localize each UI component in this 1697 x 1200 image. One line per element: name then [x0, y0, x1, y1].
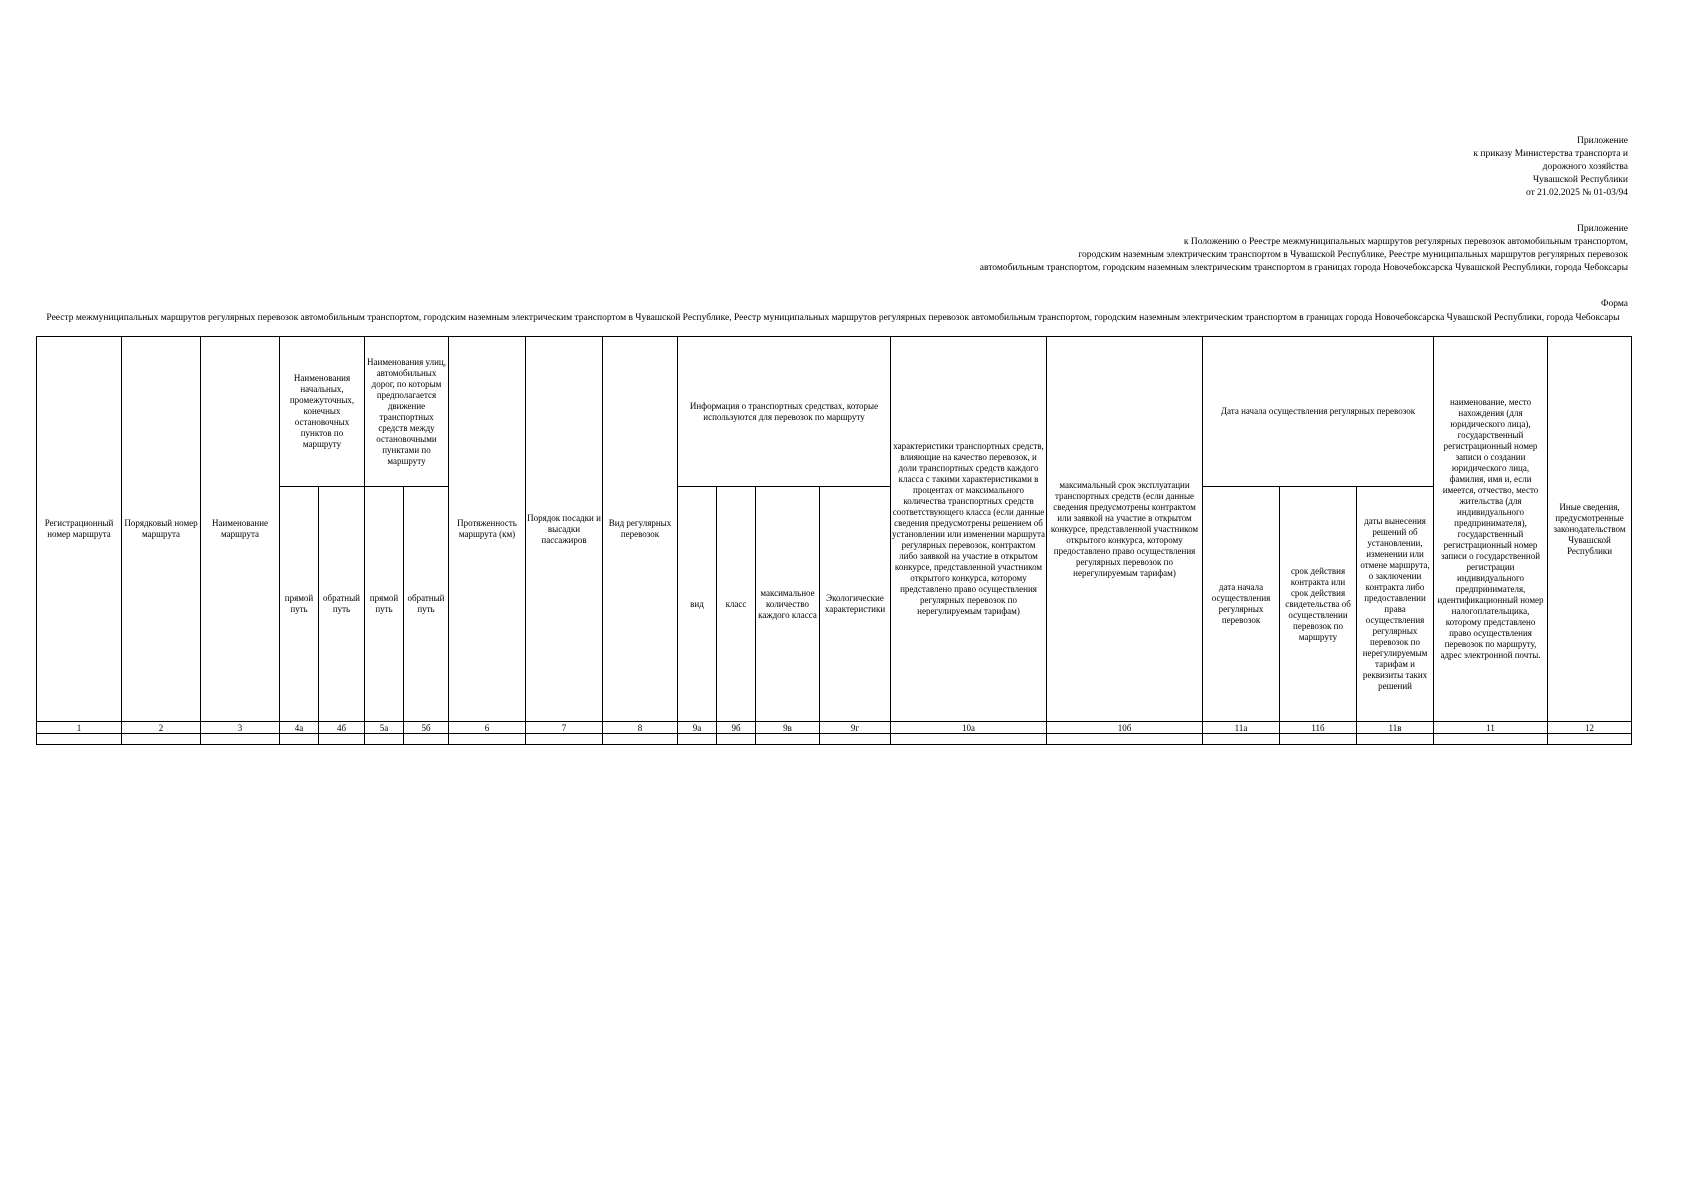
empty-cell — [1280, 734, 1357, 745]
header-stops-forward: прямой путь — [280, 487, 319, 722]
empty-cell — [404, 734, 449, 745]
header-start-date-group: Дата начала осуществления регулярных перевозок — [1203, 337, 1434, 487]
column-number: 11в — [1357, 722, 1434, 734]
column-number: 9в — [756, 722, 820, 734]
appendix-line: дорожного хозяйства — [1542, 162, 1628, 172]
empty-cell — [365, 734, 404, 745]
registry-table — [36, 336, 1632, 745]
empty-cell — [319, 734, 365, 745]
column-number: 12 — [1548, 722, 1632, 734]
appendix-title: Приложение — [1577, 224, 1628, 234]
header-vehicle-max: максимальное количество каждого класса — [756, 487, 820, 722]
appendix-line: к Положению о Реестре межмуниципальных маршрутов регулярных перевозок автомобильным транспортом, — [1183, 237, 1628, 247]
empty-cell — [1203, 734, 1280, 745]
header-carrier: наименование, место нахождения (для юридического лица), государственный регистрационный номер записи о создании юридического лица, фамилия, имя и, если имеется, отчество, место жительства (для индивидуального предпринимателя), государственный регистрационный номер записи о государственной регистрации индивидуального предпринимателя, идентификационный номер налогоплательщика, которому представлено право осуществления перевозок по маршруту, адрес электронной почты. — [1434, 337, 1548, 722]
appendix-line: автомобильным транспортом, городским наземным электрическим транспортом в границах города Новочебоксарска Чувашской Республики, города Чебоксары — [979, 263, 1628, 273]
column-number: 5а — [365, 722, 404, 734]
empty-data-row — [37, 734, 1632, 745]
header-vehicle-class: класс — [717, 487, 756, 722]
header-reg-number: Регистрационный номер маршрута — [37, 337, 122, 722]
header-start-date: дата начала осуществления регулярных перевозок — [1203, 487, 1280, 722]
document-header — [728, 135, 1628, 311]
empty-cell — [678, 734, 717, 745]
header-contract-term: срок действия контракта или срок действия свидетельства об осуществлении перевозок по маршруту — [1280, 487, 1357, 722]
column-number: 4а — [280, 722, 319, 734]
empty-cell — [201, 734, 280, 745]
column-number: 7 — [526, 722, 603, 734]
empty-cell — [1047, 734, 1203, 745]
appendix-date: от 21.02.2025 № 01-03/94 — [1525, 188, 1628, 198]
header-transport-type: Вид регулярных перевозок — [603, 337, 678, 722]
appendix-line: Чувашской Республики — [1532, 175, 1628, 185]
column-number: 3 — [201, 722, 280, 734]
appendix-title: Приложение — [1577, 136, 1628, 146]
header-length: Протяженность маршрута (км) — [449, 337, 526, 722]
empty-cell — [717, 734, 756, 745]
header-streets: Наименования улиц, автомобильных дорог, по которым предполагается движение транспортных средств между остановочными пунктами по маршруту — [365, 337, 449, 487]
header-vehicles-info: Информация о транспортных средствах, которые используются для перевозок по маршруту — [678, 337, 891, 487]
column-number: 4б — [319, 722, 365, 734]
column-number: 9г — [820, 722, 891, 734]
empty-cell — [603, 734, 678, 745]
column-number: 1 — [37, 722, 122, 734]
empty-cell — [1548, 734, 1632, 745]
form-label: Форма — [1600, 299, 1628, 309]
column-number: 9а — [678, 722, 717, 734]
appendix-line: к приказу Министерства транспорта и — [1473, 149, 1628, 159]
empty-cell — [449, 734, 526, 745]
empty-cell — [1434, 734, 1548, 745]
empty-cell — [1357, 734, 1434, 745]
header-boarding: Порядок посадки и высадки пассажиров — [526, 337, 603, 722]
column-number: 10а — [891, 722, 1047, 734]
header-seq-number: Порядковый номер маршрута — [122, 337, 201, 722]
header-stops: Наименования начальных, промежуточных, конечных остановочных пунктов по маршруту — [280, 337, 365, 487]
column-number-row — [37, 722, 1632, 734]
column-number: 8 — [603, 722, 678, 734]
empty-cell — [756, 734, 820, 745]
header-route-name: Наименование маршрута — [201, 337, 280, 722]
header-decision-dates: даты вынесения решений об установлении, изменении или отмене маршрута, о заключении контракта либо предоставлении права осуществления регулярных перевозок по нерегулируемым тарифам и реквизиты таких решений — [1357, 487, 1434, 722]
header-characteristics: характеристики транспортных средств, влияющие на качество перевозок, и доли транспортных средств каждого класса с такими характеристиками в процентах от максимального количества транспортных средств соответствующего класса (если данные сведения предусмотрены решением об установлении или изменении маршрута регулярных перевозок, контрактом либо заявкой на участие в открытом конкурсе, представленной участником открытого конкурса, которому представлено право осуществления регулярных перевозок по нерегулируемым тарифам) — [891, 337, 1047, 722]
column-number: 11 — [1434, 722, 1548, 734]
column-number: 6 — [449, 722, 526, 734]
header-streets-forward: прямой путь — [365, 487, 404, 722]
appendix-line: городским наземным электрическим транспортом в Чувашской Республике, Реестре муниципальных маршрутов регулярных перевозок — [1078, 250, 1628, 260]
empty-cell — [122, 734, 201, 745]
column-number: 10б — [1047, 722, 1203, 734]
empty-cell — [526, 734, 603, 745]
column-number: 5б — [404, 722, 449, 734]
empty-cell — [891, 734, 1047, 745]
header-max-service: максимальный срок эксплуатации транспортных средств (если данные сведения предусмотрены контрактом или заявкой на участие в открытом конкурсе, представленной участником открытого конкурса, которому предоставлено право осуществления регулярных перевозок по нерегулируемым тарифам) — [1047, 337, 1203, 722]
header-stops-reverse: обратный путь — [319, 487, 365, 722]
header-vehicle-eco: Экологические характеристики — [820, 487, 891, 722]
registry-title: Реестр межмуниципальных маршрутов регулярных перевозок автомобильным транспортом, городским наземным электрическим транспортом в Чувашской Республике, Реестр муниципальных маршрутов регулярных перевозок автомобильным транспортом, городским наземным электрическим транспортом в границах города Новочебоксарска Чувашской Республики, города Чебоксары — [46, 313, 1620, 323]
column-number: 9б — [717, 722, 756, 734]
column-number: 2 — [122, 722, 201, 734]
column-number: 11а — [1203, 722, 1280, 734]
header-vehicle-kind: вид — [678, 487, 717, 722]
header-other: Иные сведения, предусмотренные законодательством Чувашской Республики — [1548, 337, 1632, 722]
empty-cell — [37, 734, 122, 745]
empty-cell — [820, 734, 891, 745]
empty-cell — [280, 734, 319, 745]
header-streets-reverse: обратный путь — [404, 487, 449, 722]
column-number: 11б — [1280, 722, 1357, 734]
